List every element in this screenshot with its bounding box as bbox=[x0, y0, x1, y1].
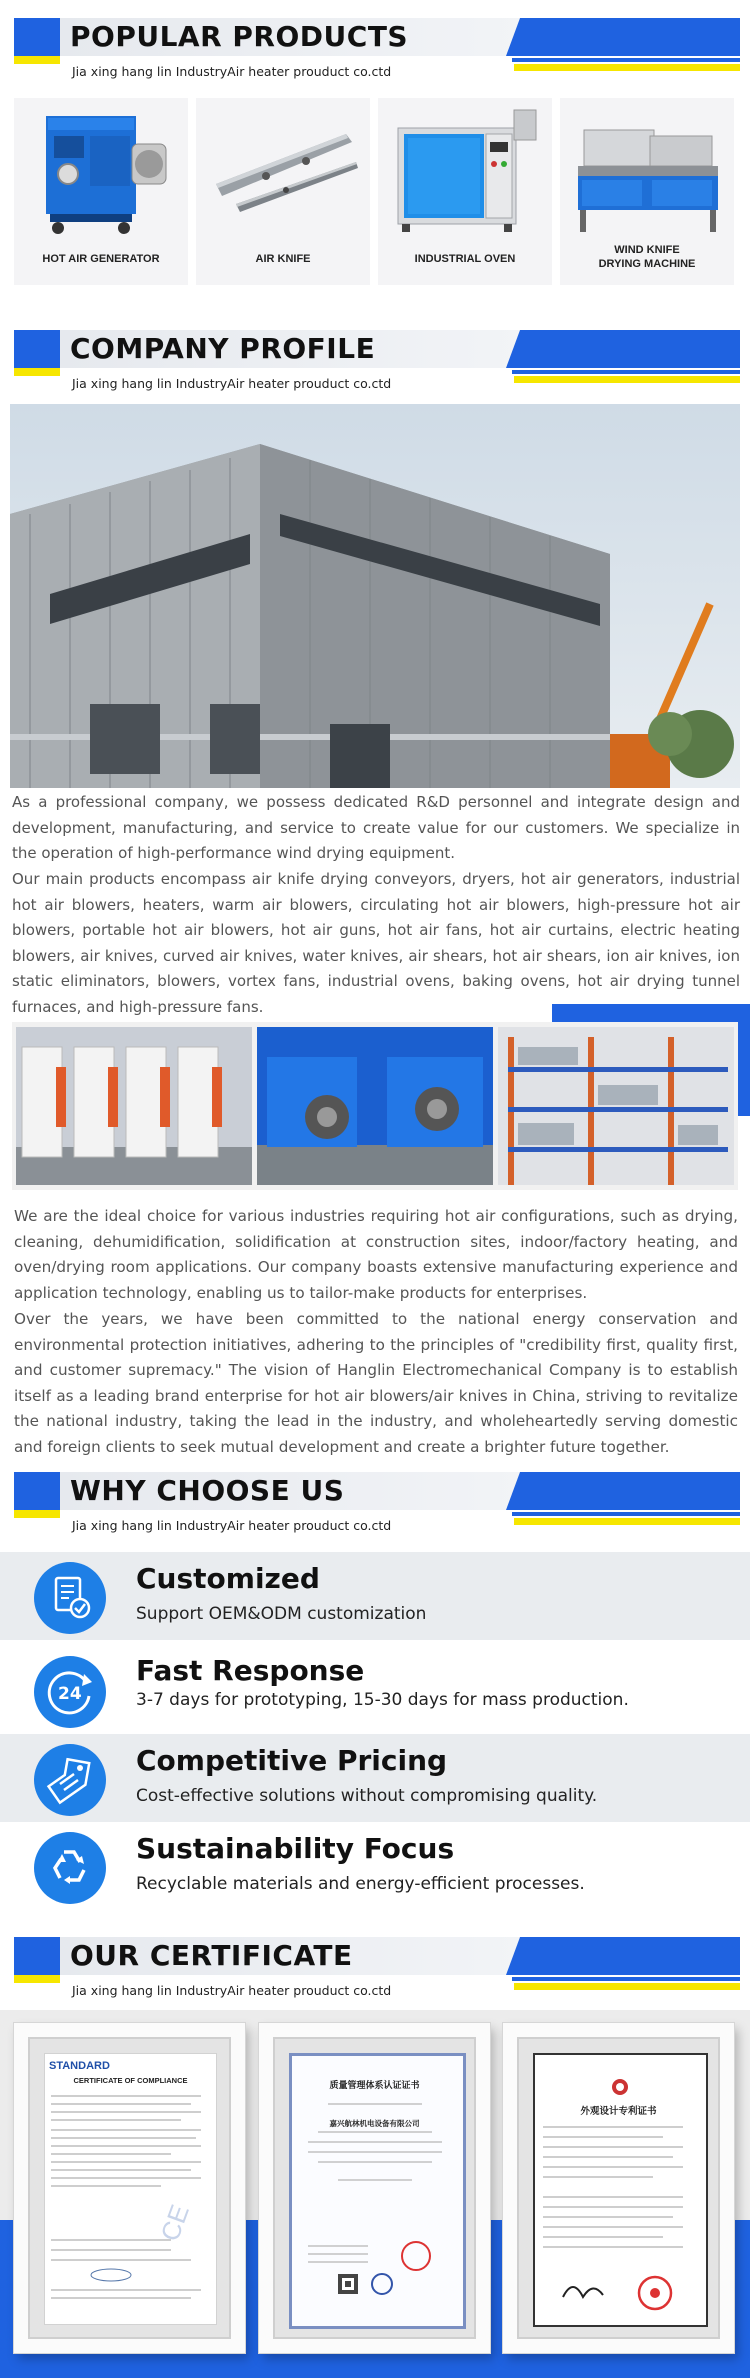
header-right-stripe bbox=[514, 1983, 740, 1990]
air-knife-image bbox=[206, 104, 360, 244]
cert-brand: STANDARD bbox=[49, 2060, 110, 2072]
why-description: Support OEM&ODM customization bbox=[136, 1604, 427, 1624]
header-accent-stripe bbox=[14, 368, 60, 376]
product-label-line1: WIND KNIFE bbox=[614, 244, 680, 256]
certificate-quality-management[interactable] bbox=[259, 2023, 490, 2353]
section-header-profile bbox=[0, 330, 750, 400]
profile-paragraph-2: Our main products encompass air knife drying conveyors, dryers, hot air generators, industrial hot air blowers, heaters, warm air blowers, circulating hot air blowers, high-pressure hot air blowers, portable hot air blowers, hot air guns, hot air fans, hot air curtains, electric heating blowers, air knives, curved air knives, water knives, air shears, hot air shears, ion air knives, ion static eliminators, blowers, vortex fans, industrial ovens, baking ovens, hot air drying tunnel furnaces, and high-pressure fans. bbox=[12, 870, 740, 1016]
cert-body-lines bbox=[51, 2090, 211, 2316]
section-subtitle: Jia xing hang lin IndustryAir heater prouduct co.ctd bbox=[72, 376, 392, 391]
header-right-stripe bbox=[514, 376, 740, 383]
product-label: HOT AIR GENERATOR bbox=[42, 253, 160, 265]
cert-title: 外观设计专利证书 bbox=[580, 2106, 657, 2117]
header-accent-block bbox=[14, 1472, 60, 1510]
why-item-sustainability bbox=[0, 1822, 750, 1910]
section-title: WHY CHOOSE US bbox=[70, 1474, 345, 1507]
cert-title: CERTIFICATE OF COMPLIANCE bbox=[73, 2076, 188, 2085]
header-right-block bbox=[506, 330, 740, 368]
product-label-line2: DRYING MACHINE bbox=[598, 258, 696, 270]
profile-paragraph-1: As a professional company, we possess dedicated R&D personnel and integrate design and development, manufacturing, and service to create value for our customers. We specialize in the operation of high-performance wind drying equipment. bbox=[12, 793, 740, 862]
section-title: COMPANY PROFILE bbox=[70, 332, 376, 365]
section-header-cert bbox=[0, 1937, 750, 2007]
why-title: Customized bbox=[136, 1562, 320, 1595]
certificate-page bbox=[533, 2053, 708, 2327]
cert-body-lines bbox=[543, 2121, 695, 2317]
header-right-block bbox=[506, 1937, 740, 1975]
why-item-competitive-pricing bbox=[0, 1734, 750, 1822]
section-header-popular bbox=[0, 18, 750, 88]
header-right-block bbox=[506, 1472, 740, 1510]
svg-text:CE: CE bbox=[154, 2200, 195, 2245]
why-title: Fast Response bbox=[136, 1654, 365, 1687]
header-accent-stripe bbox=[14, 1975, 60, 1983]
certificate-page bbox=[289, 2053, 466, 2329]
header-right-line bbox=[512, 1977, 740, 1981]
machines-photo bbox=[257, 1027, 493, 1185]
section-title: POPULAR PRODUCTS bbox=[70, 20, 409, 53]
document-check-icon bbox=[34, 1562, 106, 1634]
warehouse-photo bbox=[498, 1027, 734, 1185]
drying-machine-image bbox=[570, 104, 724, 244]
cert-title: 质量管理体系认证证书 bbox=[329, 2081, 420, 2091]
header-accent-stripe bbox=[14, 56, 60, 64]
product-card-air-knife[interactable] bbox=[196, 98, 370, 285]
cert-company: 嘉兴航林机电设备有限公司 bbox=[329, 2119, 420, 2128]
product-card-wind-knife-drying-machine[interactable] bbox=[560, 98, 734, 285]
svg-text:24: 24 bbox=[58, 1684, 82, 1704]
header-right-line bbox=[512, 1512, 740, 1516]
profile-paragraph-3: We are the ideal choice for various industries requiring hot air configurations, such as drying, cleaning, dehumidification, solidification at construction sites, indoor/factory heating, and oven/drying room applications. Our company boasts extensive manufacturing experience and application technology, enabling us to tailor-make products for enterprises. bbox=[14, 1207, 738, 1302]
certificate-compliance[interactable] bbox=[14, 2023, 245, 2353]
section-title: OUR CERTIFICATE bbox=[70, 1939, 353, 1972]
section-subtitle: Jia xing hang lin IndustryAir heater prouduct co.ctd bbox=[72, 1983, 392, 1998]
workshop-photo bbox=[16, 1027, 252, 1185]
clock-24-icon bbox=[34, 1656, 106, 1728]
section-header-why bbox=[0, 1472, 750, 1542]
header-right-line bbox=[512, 370, 740, 374]
why-description: Recyclable materials and energy-efficient processes. bbox=[136, 1874, 585, 1894]
header-right-stripe bbox=[514, 1518, 740, 1525]
hot-air-generator-image bbox=[24, 104, 178, 244]
product-card-industrial-oven[interactable] bbox=[378, 98, 552, 285]
product-label: AIR KNIFE bbox=[255, 253, 311, 265]
why-description: 3-7 days for prototyping, 15-30 days for mass production. bbox=[136, 1690, 629, 1710]
section-subtitle: Jia xing hang lin IndustryAir heater prouduct co.ctd bbox=[72, 1518, 392, 1533]
cert-body-lines bbox=[298, 2096, 452, 2316]
why-item-customized bbox=[0, 1552, 750, 1640]
header-accent-block bbox=[14, 1937, 60, 1975]
header-right-block bbox=[506, 18, 740, 56]
header-accent-block bbox=[14, 330, 60, 368]
why-title: Sustainability Focus bbox=[136, 1832, 455, 1865]
header-right-line bbox=[512, 58, 740, 62]
price-tag-icon bbox=[34, 1744, 106, 1816]
why-item-fast-response bbox=[0, 1646, 750, 1734]
header-right-stripe bbox=[514, 64, 740, 71]
header-accent-block bbox=[14, 18, 60, 56]
certificate-page bbox=[44, 2053, 217, 2325]
product-label: INDUSTRIAL OVEN bbox=[414, 253, 516, 265]
why-description: Cost-effective solutions without compromising quality. bbox=[136, 1786, 598, 1806]
patent-emblem-icon bbox=[605, 2077, 635, 2097]
header-accent-stripe bbox=[14, 1510, 60, 1518]
section-subtitle: Jia xing hang lin IndustryAir heater prouduct co.ctd bbox=[72, 64, 392, 79]
product-card-hot-air-generator[interactable] bbox=[14, 98, 188, 285]
profile-paragraph-4: Over the years, we have been committed to the national energy conservation and environmental protection initiatives, adhering to the principles of "credibility first, quality first, and customer supremacy." The vision of Hanglin Electromechanical Company is to establish itself as a leading brand enterprise for hot air blowers/air knives in China, striving to revitalize the national industry, taking the lead in the industry, and wholeheartedly serving domestic and foreign clients to seek mutual development and create a brighter future together. bbox=[14, 1310, 738, 1456]
certificate-design-patent[interactable] bbox=[503, 2023, 734, 2353]
recycle-icon bbox=[34, 1832, 106, 1904]
why-title: Competitive Pricing bbox=[136, 1744, 448, 1777]
industrial-oven-image bbox=[388, 104, 542, 244]
factory-building-photo bbox=[10, 404, 740, 788]
photo-strip bbox=[12, 1022, 738, 1190]
